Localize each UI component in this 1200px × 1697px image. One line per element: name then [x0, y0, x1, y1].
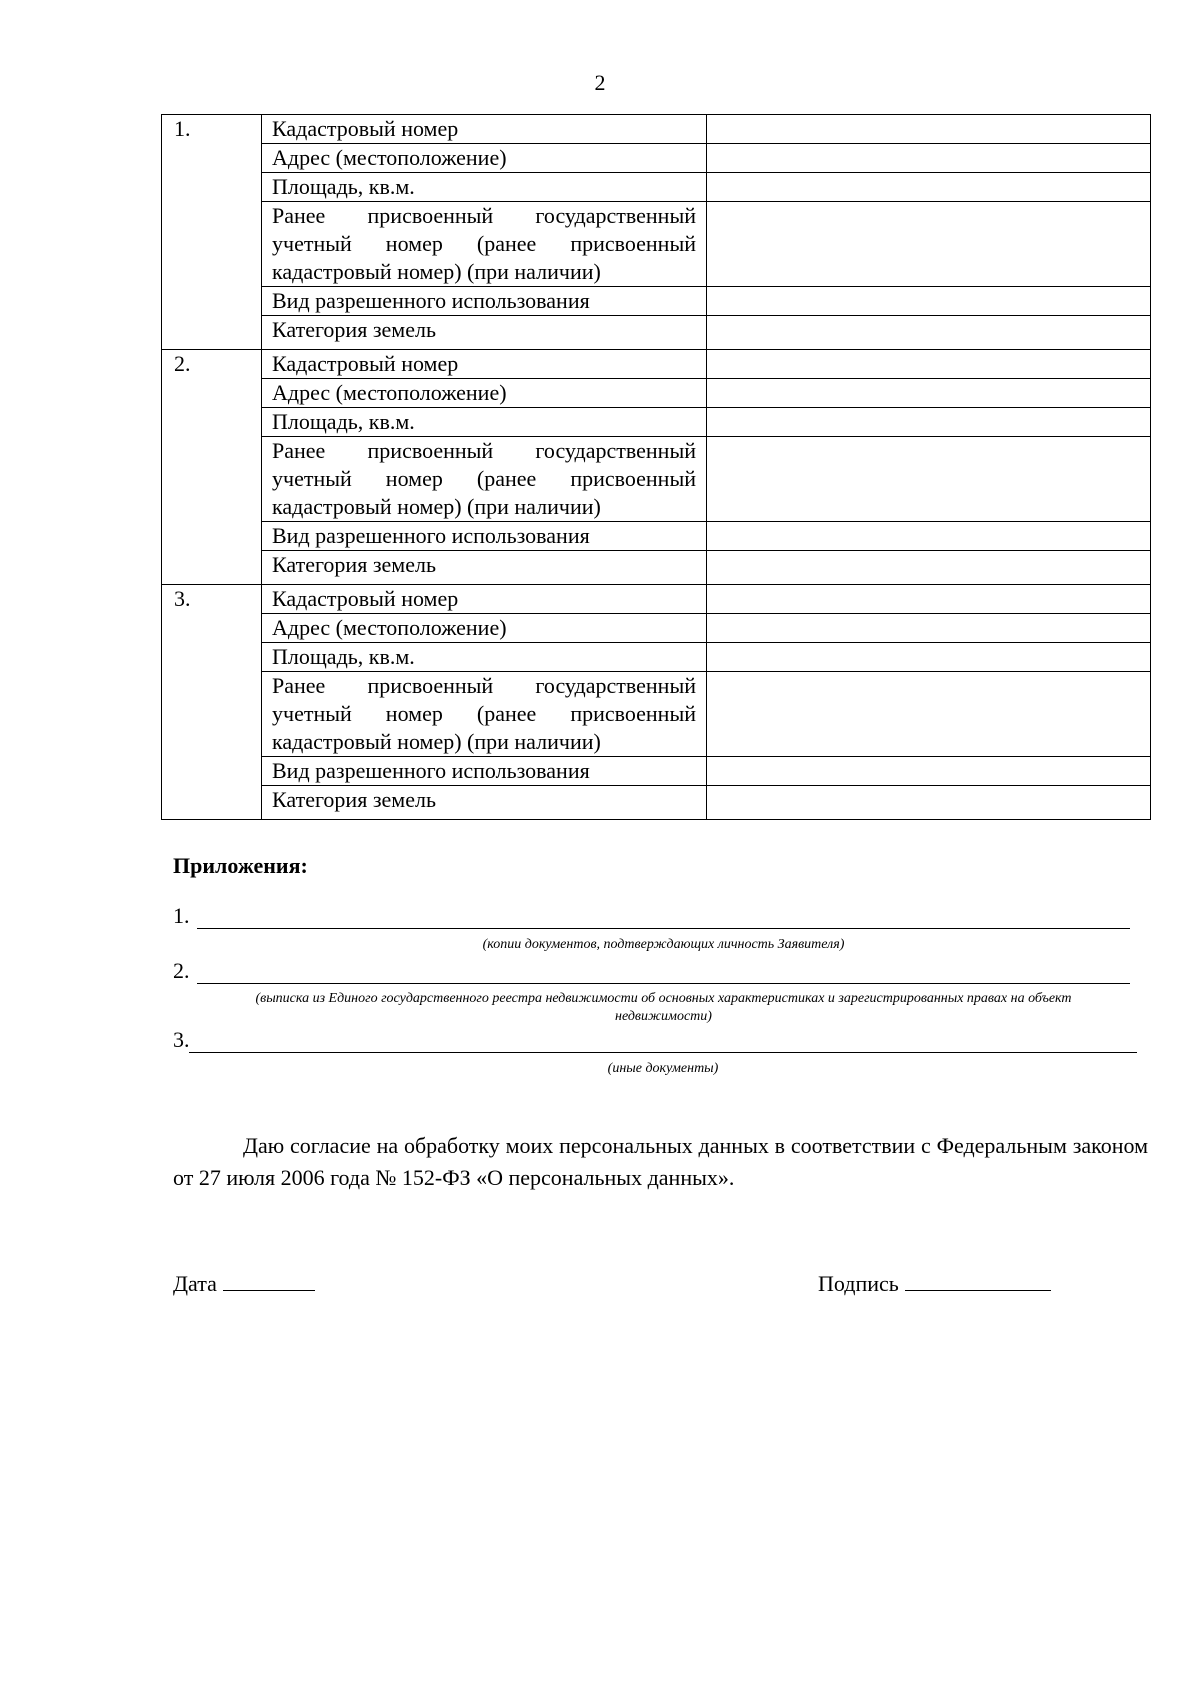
object-row — [162, 115, 1151, 144]
object-row — [162, 144, 1151, 173]
object-row — [162, 614, 1151, 643]
object-row — [162, 522, 1151, 551]
field-value-cell[interactable] — [707, 522, 1151, 551]
object-number: 2. — [162, 350, 262, 585]
object-number: 1. — [162, 115, 262, 350]
object-row — [162, 202, 1151, 287]
field-value-cell[interactable] — [707, 287, 1151, 316]
page-number: 2 — [594, 70, 606, 95]
field-value-cell[interactable] — [707, 614, 1151, 643]
object-row — [162, 287, 1151, 316]
object-row — [162, 643, 1151, 672]
field-label: Ранее присвоенный государственный учетный номер (ранее присвоенный кадастровый номер) (при наличии) — [262, 437, 707, 522]
date-blank[interactable] — [223, 1268, 315, 1291]
attachments-title: Приложения: — [173, 853, 308, 878]
attachment-line-1[interactable] — [197, 928, 1130, 929]
attachment-caption-3: (иные документы) — [607, 1061, 719, 1076]
field-value-cell[interactable] — [707, 173, 1151, 202]
field-value-cell[interactable] — [707, 786, 1151, 820]
field-value-cell[interactable] — [707, 643, 1151, 672]
field-value-cell[interactable] — [707, 585, 1151, 614]
attachment-line-3[interactable] — [189, 1052, 1137, 1053]
field-value-cell[interactable] — [707, 316, 1151, 350]
field-value-cell[interactable] — [707, 379, 1151, 408]
field-label: Адрес (местоположение) — [262, 379, 707, 408]
field-value-cell[interactable] — [707, 672, 1151, 757]
object-row — [162, 316, 1151, 350]
consent-text: Даю согласие на обработку моих персональных данных в соответствии с Федеральным законом от 27 июля 2006 года № 152-ФЗ «О персональных данных». — [173, 1133, 1148, 1190]
attachment-line-2[interactable] — [197, 983, 1130, 984]
date-label: Дата — [173, 1271, 217, 1296]
field-value-cell[interactable] — [707, 437, 1151, 522]
field-value-cell[interactable] — [707, 202, 1151, 287]
field-label: Площадь, кв.м. — [262, 408, 707, 437]
object-row — [162, 350, 1151, 379]
object-row — [162, 757, 1151, 786]
object-number: 3. — [162, 585, 262, 820]
signature-field — [818, 1268, 1051, 1297]
field-value-cell[interactable] — [707, 144, 1151, 173]
signature-label: Подпись — [818, 1271, 899, 1296]
field-value-cell[interactable] — [707, 408, 1151, 437]
field-label: Вид разрешенного использования — [262, 287, 707, 316]
object-row — [162, 408, 1151, 437]
date-field — [173, 1268, 315, 1297]
field-label: Ранее присвоенный государственный учетный номер (ранее присвоенный кадастровый номер) (при наличии) — [262, 202, 707, 287]
field-label: Адрес (местоположение) — [262, 614, 707, 643]
field-label: Кадастровый номер — [262, 115, 707, 144]
field-value-cell[interactable] — [707, 350, 1151, 379]
field-value-cell[interactable] — [707, 757, 1151, 786]
field-label: Категория земель — [262, 786, 707, 820]
field-label: Площадь, кв.м. — [262, 643, 707, 672]
field-value-cell[interactable] — [707, 551, 1151, 585]
signature-blank[interactable] — [905, 1268, 1051, 1291]
object-row — [162, 786, 1151, 820]
field-label: Вид разрешенного использования — [262, 522, 707, 551]
field-label: Категория земель — [262, 551, 707, 585]
field-label: Категория земель — [262, 316, 707, 350]
attachment-number-2: 2. — [173, 958, 190, 983]
field-label: Кадастровый номер — [262, 585, 707, 614]
field-label: Адрес (местоположение) — [262, 144, 707, 173]
field-value-cell[interactable] — [707, 115, 1151, 144]
field-label: Вид разрешенного использования — [262, 757, 707, 786]
attachment-caption-2: (выписка из Единого государственного реестра недвижимости об основных характеристиках и зарегистрированных правах на объект недвижимости) — [255, 991, 1072, 1024]
attachment-caption-1: (копии документов, подтверждающих личность Заявителя) — [482, 937, 845, 952]
object-row — [162, 551, 1151, 585]
object-row — [162, 173, 1151, 202]
object-row — [162, 437, 1151, 522]
object-row — [162, 379, 1151, 408]
field-label: Ранее присвоенный государственный учетный номер (ранее присвоенный кадастровый номер) (при наличии) — [262, 672, 707, 757]
field-label: Площадь, кв.м. — [262, 173, 707, 202]
object-row — [162, 672, 1151, 757]
objects-table — [161, 114, 1151, 820]
attachment-number-3: 3. — [173, 1027, 190, 1052]
object-row — [162, 585, 1151, 614]
field-label: Кадастровый номер — [262, 350, 707, 379]
consent-paragraph — [173, 1130, 1148, 1194]
attachment-number-1: 1. — [173, 903, 190, 928]
